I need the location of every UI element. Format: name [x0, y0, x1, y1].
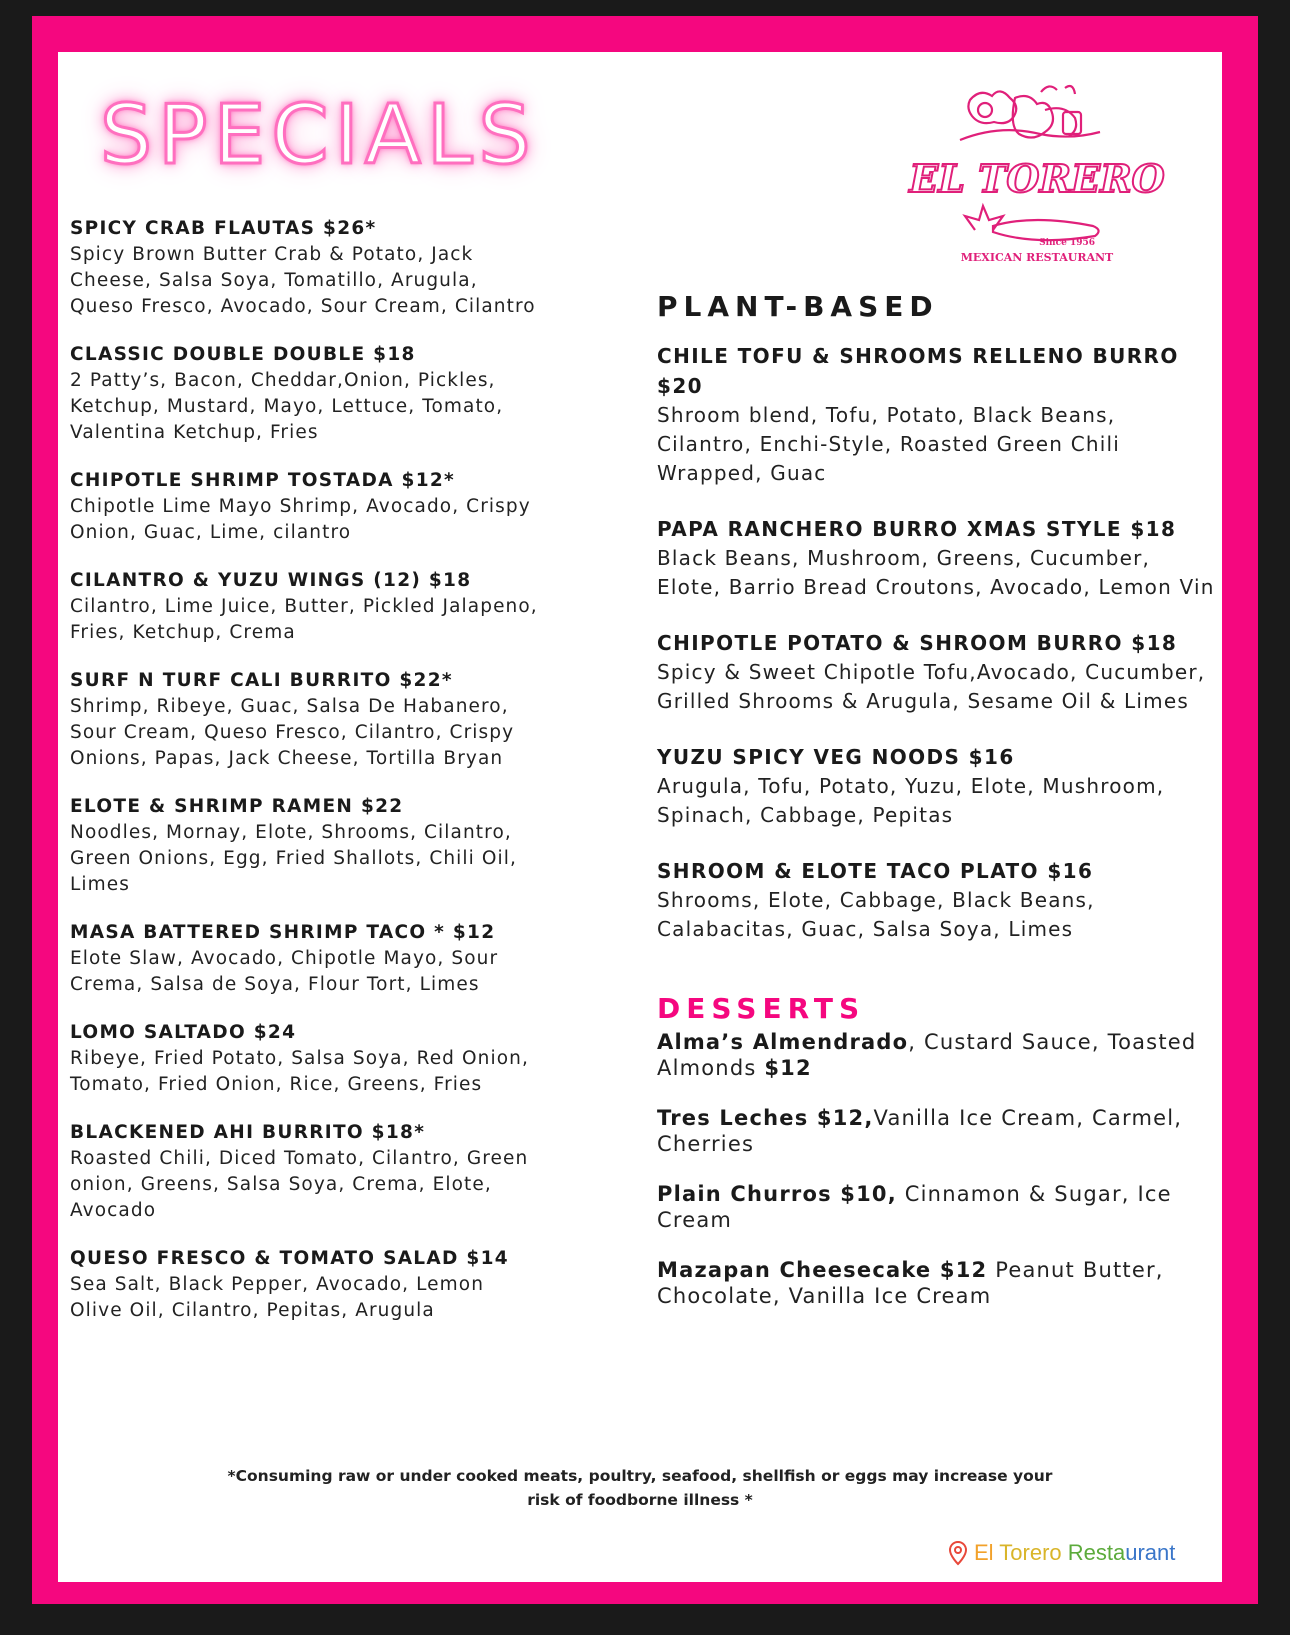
item-name: ELOTE & SHRIMP RAMEN $22 [70, 796, 404, 817]
dessert-description: , Custard Sauce, Toasted Almonds [657, 1030, 1197, 1080]
list-item [657, 341, 1217, 488]
dessert-item [657, 1181, 1217, 1233]
item-description: Shrimp, Ribeye, Guac, Salsa De Habanero, Sour Cream, Queso Fresco, Cilantro, Crispy Onions, Papas, Jack Cheese, Tortilla Bryan [70, 696, 515, 769]
item-description: Chipotle Lime Mayo Shrimp, Avocado, Crispy Onion, Guac, Lime, cilantro [70, 496, 531, 543]
dessert-item [657, 1029, 1217, 1081]
item-description: Sea Salt, Black Pepper, Avocado, Lemon Olive Oil, Cilantro, Pepitas, Arugula [70, 1274, 485, 1321]
item-name: QUESO FRESCO & TOMATO SALAD $14 [70, 1248, 509, 1269]
item-description: Spicy Brown Butter Crab & Potato, Jack Cheese, Salsa Soya, Tomatillo, Arugula, Queso Fresco, Avocado, Sour Cream, Cilantro [70, 244, 536, 317]
item-description: Noodles, Mornay, Elote, Shrooms, Cilantro, Green Onions, Egg, Fried Shallots, Chili Oil, Limes [70, 822, 517, 895]
item-name: PAPA RANCHERO BURRO XMAS STYLE $18 [657, 517, 1177, 541]
bull-logo-icon [909, 80, 1165, 280]
list-item [657, 742, 1217, 830]
item-name: BLACKENED AHI BURRITO $18* [70, 1122, 426, 1143]
item-name: CHIPOTLE SHRIMP TOSTADA $12* [70, 470, 456, 491]
right-column [657, 290, 1217, 1333]
location-tag[interactable] [948, 1540, 1175, 1566]
item-name: CILANTRO & YUZU WINGS (12) $18 [70, 570, 472, 591]
specials-title: SPECIALS [100, 88, 537, 183]
specials-list [70, 216, 540, 1346]
list-item [70, 1020, 540, 1098]
item-description: Cilantro, Lime Juice, Butter, Pickled Jalapeno, Fries, Ketchup, Crema [70, 596, 538, 643]
item-name: SHROOM & ELOTE TACO PLATO $16 [657, 859, 1094, 883]
disclaimer-text: *Consuming raw or under cooked meats, poultry, seafood, shellfish or eggs may increase your risk of foodborne illness * [227, 1467, 1053, 1509]
list-item [657, 856, 1217, 944]
list-item [70, 668, 540, 772]
map-pin-icon [948, 1541, 968, 1565]
item-name: LOMO SALTADO $24 [70, 1022, 297, 1043]
dessert-price: $12 [764, 1056, 812, 1080]
item-name: CHIPOTLE POTATO & SHROOM BURRO $18 [657, 631, 1178, 655]
logo-since: Since 1956 [1039, 238, 1095, 248]
item-description: 2 Patty’s, Bacon, Cheddar,Onion, Pickles, Ketchup, Mustard, Mayo, Lettuce, Tomato, Valentina Ketchup, Fries [70, 370, 504, 443]
list-item [70, 794, 540, 898]
dessert-item [657, 1105, 1217, 1157]
dessert-description: Cinnamon & Sugar, Ice Cream [657, 1182, 1172, 1232]
item-name: CLASSIC DOUBLE DOUBLE $18 [70, 344, 416, 365]
restaurant-logo [909, 80, 1165, 280]
dessert-description: Vanilla Ice Cream, Carmel, Cherries [657, 1106, 1183, 1156]
location-text-part: El [974, 1540, 1000, 1565]
item-description: Elote Slaw, Avocado, Chipotle Mayo, Sour Crema, Salsa de Soya, Flour Tort, Limes [70, 948, 499, 995]
item-description: Shrooms, Elote, Cabbage, Black Beans, Calabacitas, Guac, Salsa Soya, Limes [657, 888, 1095, 941]
dessert-item [657, 1257, 1217, 1309]
list-item [657, 514, 1217, 602]
item-name: SPICY CRAB FLAUTAS $26* [70, 218, 377, 239]
list-item [70, 1246, 540, 1324]
item-description: Shroom blend, Tofu, Potato, Black Beans, Cilantro, Enchi-Style, Roasted Green Chili Wrapped, Guac [657, 403, 1121, 485]
dessert-name: Tres Leches $12, [657, 1106, 874, 1130]
plant-based-heading: PLANT-BASED [657, 290, 939, 323]
item-description: Spicy & Sweet Chipotle Tofu,Avocado, Cucumber, Grilled Shrooms & Arugula, Sesame Oil & Limes [657, 660, 1206, 713]
item-description: Arugula, Tofu, Potato, Yuzu, Elote, Mushroom, Spinach, Cabbage, Pepitas [657, 774, 1165, 827]
list-item [70, 568, 540, 646]
desserts-heading: DESSERTS [657, 992, 866, 1025]
dessert-name: Alma’s Almendrado [657, 1030, 909, 1054]
logo-name: EL TORERO [909, 156, 1165, 201]
item-name: SURF N TURF CALI BURRITO $22* [70, 670, 453, 691]
dessert-name: Mazapan Cheesecake $12 [657, 1258, 988, 1282]
item-description: Roasted Chili, Diced Tomato, Cilantro, Green onion, Greens, Salsa Soya, Crema, Elote, Avocado [70, 1148, 529, 1221]
list-item [70, 468, 540, 546]
list-item [70, 342, 540, 446]
logo-subtitle: MEXICAN RESTAURANT [960, 251, 1114, 264]
item-name: YUZU SPICY VEG NOODS $16 [657, 745, 1015, 769]
item-description: Black Beans, Mushroom, Greens, Cucumber, Elote, Barrio Bread Croutons, Avocado, Lemon Vin [657, 546, 1215, 599]
list-item [70, 216, 540, 320]
list-item [70, 920, 540, 998]
dessert-name: Plain Churros $10, [657, 1182, 897, 1206]
location-text-part: urant [1125, 1540, 1176, 1565]
dessert-description: Peanut Butter, Chocolate, Vanilla Ice Cream [657, 1258, 1164, 1308]
item-name: MASA BATTERED SHRIMP TACO * $12 [70, 922, 496, 943]
list-item [657, 628, 1217, 716]
item-description: Ribeye, Fried Potato, Salsa Soya, Red Onion, Tomato, Fried Onion, Rice, Greens, Fries [70, 1048, 529, 1095]
location-text-part: Resta [1067, 1540, 1126, 1565]
item-name: CHILE TOFU & SHROOMS RELLENO BURRO $20 [657, 344, 1179, 398]
location-text-part: Torero [999, 1540, 1068, 1565]
list-item [70, 1120, 540, 1224]
